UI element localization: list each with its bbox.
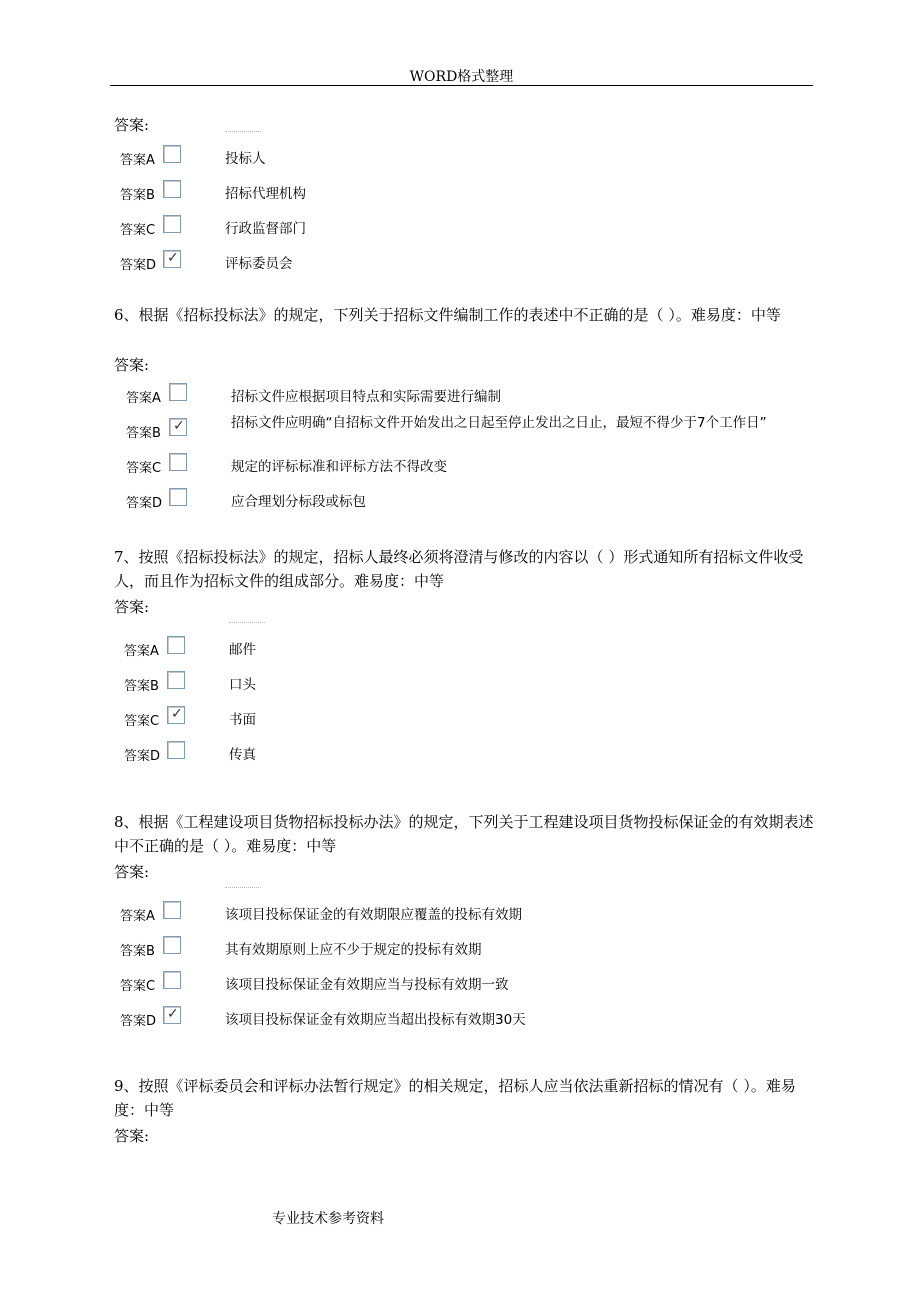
option-label: 答案A [120,909,155,924]
option-label: 答案B [124,679,159,694]
option-text: 评标委员会 [225,256,293,272]
dotted-separator [225,887,261,888]
q8-checkbox-d[interactable] [163,1006,181,1024]
option-text: 口头 [229,677,256,693]
dotted-separator [225,131,261,132]
q6-checkbox-b[interactable] [169,418,187,436]
option-label: 答案C [120,223,156,238]
q6-checkbox-a[interactable] [169,383,187,401]
checkmark-icon: ✓ [173,418,185,434]
option-text: 其有效期原则上应不少于规定的投标有效期 [225,942,482,958]
q5-checkbox-c[interactable] [163,215,181,233]
dotted-separator [229,622,265,623]
question-6: 6、根据《招标投标法》的规定，下列关于招标文件编制工作的表述中不正确的是（ ）。难易度：中等 [114,306,781,324]
answer-label: 答案: [114,1127,150,1145]
option-label: 答案D [124,749,161,764]
option-text: 书面 [229,712,256,728]
q8-checkbox-c[interactable] [163,971,181,989]
question-9: 9、按照《评标委员会和评标办法暂行规定》的相关规定，招标人应当依法重新招标的情况有（ ）。难易度：中等 [114,1077,796,1119]
q5-checkbox-a[interactable] [163,145,181,163]
option-label: 答案B [120,944,155,959]
option-label: 答案D [120,258,157,273]
option-text: 投标人 [225,151,266,167]
q6-checkbox-d[interactable] [169,488,187,506]
q6-checkbox-c[interactable] [169,453,187,471]
answer-label: 答案: [114,598,150,616]
option-label: 答案C [124,714,160,729]
q5-checkbox-b[interactable] [163,180,181,198]
option-text: 规定的评标标准和评标方法不得改变 [231,459,447,475]
option-label: 答案D [126,496,163,511]
option-text: 应合理划分标段或标包 [231,494,366,510]
question-8: 8、根据《工程建设项目货物招标投标办法》的规定，下列关于工程建设项目货物投标保证金的有效期表述中不正确的是（ ）。难易度：中等 [114,813,814,855]
page-header: WORD格式整理 [409,69,514,85]
page-footer: 专业技术参考资料 [272,1211,384,1227]
q8-checkbox-b[interactable] [163,936,181,954]
option-text: 招标文件应根据项目特点和实际需要进行编制 [231,389,501,405]
option-text: 邮件 [229,642,256,658]
answer-label: 答案: [114,863,150,881]
checkmark-icon: ✓ [167,1006,179,1022]
option-label: 答案D [120,1014,157,1029]
option-text: 该项目投标保证金有效期应当与投标有效期一致 [225,977,509,993]
q7-checkbox-d[interactable] [167,741,185,759]
q7-checkbox-b[interactable] [167,671,185,689]
option-label: 答案B [126,426,161,441]
option-text: 该项目投标保证金有效期应当超出投标有效期30天 [225,1012,526,1028]
checkmark-icon: ✓ [171,706,183,722]
question-7: 7、按照《招标投标法》的规定，招标人最终必须将澄清与修改的内容以（ ）形式通知所有招标文件收受人，而且作为招标文件的组成部分。难易度：中等 [114,548,804,590]
option-label: 答案C [120,979,156,994]
option-label: 答案A [124,644,159,659]
q8-checkbox-a[interactable] [163,901,181,919]
header-divider [110,85,813,86]
q7-checkbox-c[interactable] [167,706,185,724]
q5-checkbox-d[interactable] [163,250,181,268]
option-text: 行政监督部门 [225,221,306,237]
option-text: 招标代理机构 [225,186,306,202]
checkmark-icon: ✓ [167,250,179,266]
option-label: 答案A [120,153,155,168]
option-label: 答案B [120,188,155,203]
q7-checkbox-a[interactable] [167,636,185,654]
option-text: 招标文件应明确“自招标文件开始发出之日起至停止发出之日止，最短不得少于7个工作日” [231,415,767,431]
option-text: 传真 [229,747,256,763]
option-label: 答案A [126,391,161,406]
answer-label: 答案: [114,356,150,374]
option-text: 该项目投标保证金的有效期限应覆盖的投标有效期 [225,907,522,923]
option-label: 答案C [126,461,162,476]
answer-label: 答案: [114,116,150,134]
